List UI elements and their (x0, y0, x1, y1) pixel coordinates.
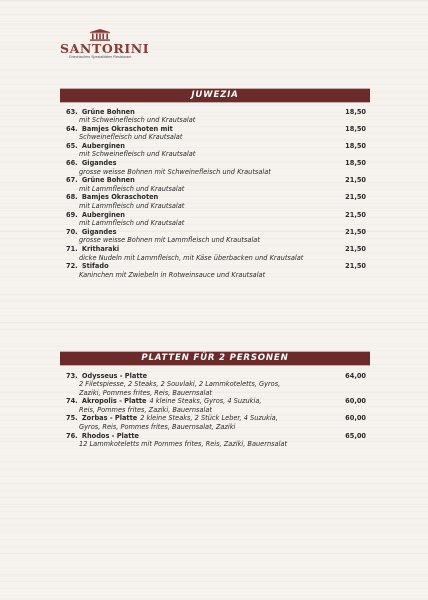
menu-item-title (66, 414, 278, 423)
menu-item (66, 108, 366, 125)
menu-item-price: 60,00 (345, 397, 366, 406)
section-title: JUWEZIA (191, 90, 239, 100)
menu-item (66, 262, 366, 279)
menu-item-line (66, 142, 366, 151)
menu-item-name: Grüne Bohnen (81, 176, 135, 185)
menu-item-title (66, 211, 125, 220)
menu-item (66, 211, 366, 228)
menu-item-price: 64,00 (345, 371, 366, 380)
menu-item-title (66, 372, 147, 381)
menu-item-name: Rhodos - Platte (81, 431, 140, 440)
menu-item-line (66, 193, 366, 202)
menu-item-title (66, 125, 173, 134)
menu-item-number: 65. (66, 141, 78, 150)
menu-item-name: Akropolis - Platte (81, 397, 147, 406)
menu-item-title (66, 142, 125, 151)
menu-item-line (66, 125, 366, 134)
menu-item-name: Gigandes (81, 159, 117, 168)
menu-item-title (66, 176, 135, 185)
menu-item-number: 72. (66, 262, 78, 271)
menu-item-number: 75. (66, 414, 78, 423)
menu-item-line (66, 432, 366, 441)
menu-item-name: Grüne Bohnen (81, 107, 135, 116)
menu-item (66, 125, 366, 142)
menu-item-title (66, 228, 117, 237)
menu-item-name: Odysseus - Platte (81, 371, 148, 380)
menu-item-price: 21,50 (345, 193, 366, 202)
menu-item-number: 71. (66, 245, 78, 253)
menu-item (66, 397, 366, 414)
section-header-platten (60, 351, 370, 366)
menu-item (66, 176, 366, 193)
menu-item (66, 159, 366, 176)
menu-item-name: Auberginen (81, 141, 125, 150)
menu-item-inline-description: 4 kleine Steaks, Gyros, 4 Suzukia, (149, 397, 262, 406)
section-header-juwezia (60, 88, 370, 103)
menu-item-line (66, 108, 366, 117)
menu-item-name: Bamjes Okraschoten mit (81, 124, 173, 133)
menu-item-name: Kritharaki (81, 245, 120, 253)
menu-item-description: grosse weisse Bohnen mit Schweinefleisch und Krautsalat (79, 167, 271, 176)
menu-item-description: Schweinefleisch und Krautsalat (79, 133, 183, 142)
menu-item-line (66, 228, 366, 237)
menu-item-title (66, 432, 139, 441)
menu-item-number: 70. (66, 227, 78, 236)
menu-item-description: mit Lammfleisch und Krautsalat (79, 184, 185, 193)
menu-item-line (66, 262, 366, 271)
menu-item-description: Kaninchen mit Zwiebeln in Rotweinsauce und Krautsalat (79, 270, 266, 279)
menu-item-number: 68. (66, 193, 78, 202)
menu-item-number: 63. (66, 107, 78, 116)
menu-item-line (66, 414, 366, 423)
menu-item-name: Bamjes Okraschoten (81, 193, 159, 202)
restaurant-logo (60, 29, 150, 60)
menu-item-price: 21,50 (345, 176, 366, 185)
menu-item (66, 228, 366, 245)
menu-item-inline-description: 2 kleine Steaks, 2 Stück Leber, 4 Suzukia, (140, 414, 278, 423)
menu-item-description: dicke Nudeln mit Lammfleisch, mit Käse überbacken und Krautsalat (79, 253, 304, 262)
menu-item (66, 193, 366, 210)
menu-item-line (66, 159, 366, 168)
menu-item-description: mit Schweinefleisch und Krautsalat (79, 116, 196, 125)
restaurant-name: SANTORINI (60, 41, 150, 56)
menu-item-price: 60,00 (345, 414, 366, 423)
menu-item-name: Gigandes (81, 227, 117, 236)
menu-item-description: 12 Lammkoteletts mit Pommes frites, Reis, Zaziki, Bauernsalat (79, 440, 288, 449)
menu-item (66, 372, 366, 398)
menu-item-description: mit Schweinefleisch und Krautsalat (79, 150, 196, 159)
menu-items-juwezia (66, 108, 366, 280)
menu-item-price: 21,50 (345, 227, 366, 236)
menu-item (66, 142, 366, 159)
temple-icon (89, 29, 111, 41)
menu-item-name: Auberginen (81, 210, 125, 219)
menu-item-title (66, 397, 261, 406)
menu-item-number: 67. (66, 176, 78, 185)
menu-item-line (66, 245, 366, 254)
menu-item (66, 432, 366, 449)
menu-item-number: 74. (66, 397, 78, 406)
menu-item-number: 73. (66, 371, 78, 380)
menu-item-name: Stifado (81, 262, 109, 271)
menu-item-description: Zaziki, Pommes frites, Reis, Bauernsalat (79, 388, 212, 397)
section-title: PLATTEN FÜR 2 PERSONEN (141, 353, 289, 363)
menu-item-description: grosse weisse Bohnen mit Lammfleisch und Krautsalat (79, 236, 260, 245)
menu-item-number: 64. (66, 124, 78, 133)
menu-item-line (66, 372, 366, 381)
menu-item-title (66, 262, 109, 271)
menu-item-name: Zorbas - Platte (81, 414, 138, 423)
menu-item-title (66, 159, 117, 168)
menu-items-platten (66, 372, 366, 449)
restaurant-tagline: Griechisches Spezialitäten Restaurant (68, 55, 132, 59)
menu-item-line (66, 397, 366, 406)
menu-item-price: 18,50 (345, 124, 366, 133)
menu-item-line (66, 176, 366, 185)
menu-item-title (66, 193, 158, 202)
menu-item-price: 21,50 (345, 262, 366, 271)
menu-item-number: 69. (66, 210, 78, 219)
menu-item-title (66, 108, 135, 117)
menu-item-line (66, 211, 366, 220)
menu-item-number: 66. (66, 159, 78, 168)
menu-item-description: Gyros, Reis, Pommes frites, Bauernsalat, Zaziki (79, 423, 236, 432)
menu-item-description: mit Lammfleisch und Krautsalat (79, 202, 185, 211)
menu-item (66, 414, 366, 431)
menu-item-title (66, 245, 119, 254)
menu-item-description: 2 Filetspiesse, 2 Steaks, 2 Souvlaki, 2 Lammkoteletts, Gyros, (79, 380, 281, 389)
menu-item-price: 18,50 (345, 107, 366, 116)
menu-item-price: 18,50 (345, 159, 366, 168)
menu-item-price: 65,00 (345, 431, 366, 440)
menu-item-price: 18,50 (345, 141, 366, 150)
menu-item-description: Reis, Pommes frites, Zaziki, Bauernsalat (79, 405, 212, 414)
menu-item-number: 76. (66, 431, 78, 440)
menu-item-price: 21,50 (345, 210, 366, 219)
menu-item-price: 21,50 (345, 245, 366, 253)
menu-item (66, 245, 366, 262)
menu-item-description: mit Lammfleisch und Krautsalat (79, 219, 185, 228)
